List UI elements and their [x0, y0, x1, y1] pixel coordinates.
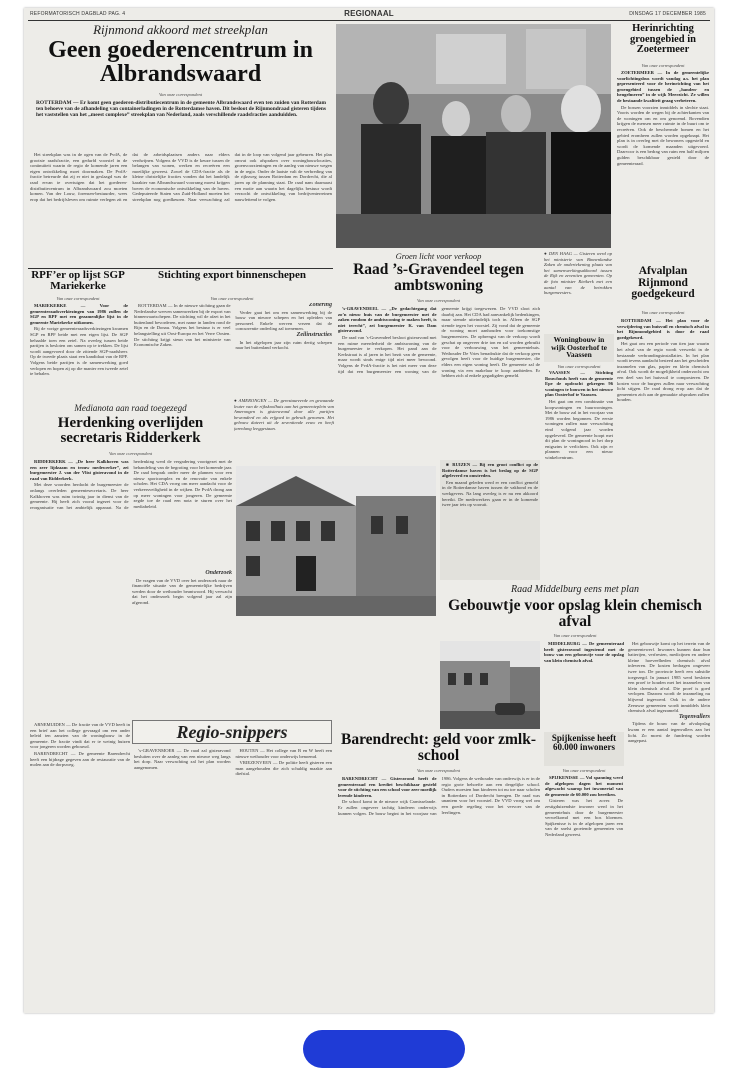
herdenking-subhead: Onderzoek [205, 570, 232, 576]
stichting-body [134, 303, 332, 395]
middelburg-correspondent: Van onze correspondent [553, 633, 597, 638]
afvalplan-lead: ROTTERDAM — Het plan voor de verwijdering van huisvuil en chemisch afval in het Rijnmondgebied is door de raad goedgekeurd. [617, 318, 709, 340]
spijkenisse-body [545, 775, 623, 995]
regio-snippers-title: Regio-snippers [176, 722, 288, 742]
building-photo-image [236, 466, 436, 616]
rpf-lead: MARIEKERKE — Voor de gemeenteraadsverkiezingen van 1986 zullen de SGP en RPF met een gezamenlijke lijst in de gemeente Mariekerke uitkomen. [30, 303, 128, 325]
stichting-subhead-1: Zonering [308, 303, 332, 308]
regio-item-3: HOUTEN — Het college van B en W heeft een nieuwe wethouder voor onderwijs benoemd. [235, 748, 332, 759]
regio-item-4: VRIEZENVEEN — De politie heeft gisteren een man aangehouden die zich schuldig maakte aan diefstal. [235, 760, 332, 777]
woningbouw-text: Het gaat om een combinatie van koopwoningen en huurwoningen. Met de bouw zal in het voorjaar van 1986 worden begonnen. De eerste woningen zullen naar verwachting eind volgend jaar worden opgeleverd. De gemeente hoopt met dit plan de woningnood in het dorp enigszins te verlichten. Ook zijn er plannen voor een nieuw winkelcentrum. [545, 398, 613, 460]
raad-correspondent: Van onze correspondent [416, 298, 461, 303]
regio-snippers-body [134, 748, 332, 998]
rpf-correspondent: Van onze correspondent [56, 296, 100, 301]
raad-kicker: Groen licht voor verkoop [395, 251, 482, 261]
raad-box-lead: ■ RUIZEN — Bij een groot conflict op de Rotterdamse haven is het beslag op de SGP afgeleverd en omstreden. [442, 462, 538, 479]
herinrichting-headline: Herinrichting groengebied in Zoetermeer [629, 23, 697, 56]
denhaag-caption: ● DEN HAAG — Gisteren werd op het ministerie van Binnenlandse Zaken de ondertekening plaats van het samenwerkingsakkoord tussen de Rijk en zeventien gemeenten. Op de foto minister Rietkerk met een aantal van de betrokken burgemeesters. [544, 251, 612, 296]
raad-lead: ’s-GRAVENDEEL — „De gedachtegang dat zo’n nieuw huis van de burgemeester met de zaken rondom de ambtswoning te maken heeft, is niet terecht”, zei burgemeester K. van Dam gisteravond. [338, 306, 437, 334]
raad-headline: Raad ’s-Gravendeel tegen ambtswoning [353, 261, 524, 294]
herdenking-text-2: De vragen van de VVD over het onderzoek naar de financiële situatie van de gemeentelijke bedrijven werden door de wethouder beantwoord. Hij verwacht dat het onderzoek begin volgend jaar zal zijn afgerond. [132, 577, 232, 605]
regio-item-1: BARENDRECHT — De gemeente Barendrecht heeft een bijdrage gegeven aan de restauratie van de molen aan de dorpsweg. [30, 750, 130, 768]
amerongen-caption: ● AMERONGEN — De gerestaureerde en gewaande leuter van de rijkskoolhuis aan het gemeenteplein van Amerongen is gisteravond door alle partijen bewonderd en als erfgoed in gebruik genomen. Het gebouw dateert uit de zeventiende eeuw en heeft jarenlang leeggestaan. [234, 398, 334, 431]
regio-item-0: ARNEMUIDEN — De fractie van de VVD heeft in een brief aan het college gevraagd om een ander beleid ten aanzien van de woningbouw in de gemeente. De fractie vindt dat er te weinig huizen voor jongeren worden gebouwd. [30, 722, 130, 750]
stichting-text-2: Verder gaat het om een samenwerking bij de bouw van nieuwe schepen en het opleiden van personeel. Enkele werven vrezen dat de concurrentie onderling zal toenemen. [235, 309, 332, 332]
stichting-subhead-2: Zeilinstructies [296, 331, 332, 338]
rpf-headline: RPF’er op lijst SGP Mariekerke [31, 269, 125, 293]
middelburg-text: Het gebouwtje komt op het terrein van de gemeentewerf. Inwoners kunnen daar hun batterijen, verfresten, medicijnen en andere kleine hoeveelheden chemisch afval inleveren. De kosten bedragen ongeveer twee ton. De provincie heeft een subsidie toegezegd. In januari 1985 werd besloten een proef te houden met het inzamelen van klein chemisch afval. Die proef is goed verlopen. Daarom wordt de inzameling nu blijvend ingevoerd. Ook in de andere Zeeuwse gemeenten wordt inmiddels klein chemisch afval ingezameld. [628, 641, 710, 714]
afvalplan-correspondent: Van onze correspondent [641, 310, 685, 315]
middelburg-headline: Gebouwtje voor opslag klein chemisch afval [448, 597, 702, 630]
arnemuiden-column [30, 722, 130, 1002]
middelburg-body-1 [544, 641, 624, 731]
barendrecht-body [338, 776, 540, 998]
rpf-text: Bij de vorige gemeenteraadsverkiezingen kwamen SGP en RPF beide met een eigen lijst. De SGP behaalde toen een zetel. Na overleg tussen beide partijen is besloten om samen op te trekken. De lijst wordt aangevoerd door de zittende SGP-raadsheer. Op de tweede plaats staat een kandidaat van de RPF. Volgens beide partijen is de samenwerking goed verlopen en hopen zij op die manier een tweede zetel te behalen. [30, 326, 128, 377]
afvalplan-body [617, 318, 709, 600]
barendrecht-correspondent: Van onze correspondent [416, 768, 461, 773]
stichting-correspondent: Van onze correspondent [210, 296, 254, 301]
stichting-headline: Stichting export binnenschepen [158, 269, 306, 281]
woningbouw-box [544, 334, 614, 362]
herdenking-correspondent: Van onze correspondent [108, 451, 153, 456]
herdenking-lead: RIDDERKERK — „De heer Kalkhoven was een zeer lijdzaam en trouw medewerker”, zei burgemeester J. van der Vlist gisteravond in de raad van Ridderkerk. [30, 459, 129, 481]
street-photo-image [440, 641, 540, 729]
herdenking-text: Met deze woorden herdacht de burgemeester de onlangs overleden gemeentesecretaris. De heer Kalkhoven was ruim twintig jaar in dienst van de gemeente. Hij heeft zich vooral ingezet voor de reorganisatie van het ambtelijk apparaat. Na de herdenking werd de vergadering voortgezet met de behandeling van de begroting voor het komende jaar. De raad besprak onder meer de plannen voor een nieuw sportcomplex en de renovatie van enkele scholen. Het CDA vroeg om meer aandacht voor de verkeersveiligheid in de wijken. De PvdA drong aan op meer woningen voor jongeren. De gemeente zegde toe de raad een nota te sturen over het mediabeleid. [30, 459, 232, 510]
regio-item-2: ’s-GRAVENMOER — De raad zal gisteravond besluiten over de aanleg van een nieuwe weg langs het dorp. Naar verwachting zal het plan worden aangenomen. [134, 748, 231, 770]
rijnmond-body-text: Het streekplan was in de ogen van de PvdA, de grootste raadsfractie, een gedurfd voorstel in de continuïteit waarin de regio de komende jaren een eigen ontwikkeling moet doormaken. De PvdA-fractie betreurde dat zij er niet in geslaagd was de raad ervan te overtuigen dat het goederen-distributiecentrum in Albrandswaard zou moeten komen. Van der Louw, forensen-bestuurder, wees erop dat het bedrijfsleven om ruimte verlegen zit en dat de arbeidsplaatsen anders naar elders verdwijnen. Volgens de VVD is de keuze tussen de belangen van wonen, werken en recreëren een moeilijke geweest. Zowel de CDA-fractie als de kleine christelijke fracties vonden dat het landelijk karakter van Albrandswaard voorrang moest krijgen boven de economische ontwikkeling van de haven. Gedeputeerde Staten van Zuid-Holland moeten het streekplan nog goedkeuren. Naar verwachting zal dat in de loop van volgend jaar gebeuren. Het plan omvat ook afspraken over woningbouwlocaties, groenvoorzieningen en de aanleg van nieuwe wegen in de regio. Onder de laatste valt de verbreding van de rijksweg tussen Rotterdam en Dordrecht, die al jaren op de planning staat. De raad nam daarnaast een motie aan waarin het dagelijks bestuur wordt verzocht de ontwikkeling van bedrijventerreinen nauwlettend te volgen. [30, 152, 332, 202]
woningbouw-body [545, 370, 613, 598]
regio-snippers-banner [132, 720, 332, 744]
barendrecht-text: De school komt in de nieuwe wijk Carnisselande. Er zullen ongeveer tachtig kinderen onderwijs kunnen volgen. De bouw begint in het voorjaar van 1986. Volgens de wethouder van onderwijs is er in de regio grote behoefte aan een dergelijke school. Ouders moesten hun kinderen tot nu toe naar scholen in Rotterdam of Dordrecht brengen. De raad was unaniem voor het voorstel. De VVD vroeg wel om een goede regeling voor het vervoer van de leerlingen. [338, 776, 540, 816]
herdenking-body-2 [132, 570, 232, 720]
herinrichting-body [617, 70, 709, 260]
spijkenisse-correspondent: Van onze correspondent [562, 768, 606, 773]
rijnmond-lead: ROTTERDAM — Er komt geen goederen-distributiecentrum in de gemeente Albrandswaard even ten zuiden van Rotterdam ten behoeve van de afhandeling van containerladingen in de Rotterdamse haven. Dit besloot de Rijnmondraad gisteren tijdens het vaststellen van het „meest complexe” streekplan van Nederland, zoals verschillende raadsfracties aanduidden. [36, 100, 326, 119]
barendrecht-lead: BARENDRECHT — Gisteravond heeft de gemeenteraad een krediet beschikbaar gesteld voor de stichting van een school voor zeer moeilijk lerende kinderen. [338, 776, 437, 798]
raad-box-text: Een maand geleden werd er een conflict gemeld in de Rotterdamse haven tussen de vakbond en de werkgevers. Na lang overleg is er nu een akkoord bereikt. De medewerkers gaan er in de komende twee jaar iets op vooruit. [442, 479, 538, 508]
masthead-date: DINSDAG 17 DECEMBER 1985 [629, 11, 706, 17]
woningbouw-lead: VAASSEN — Stichting Bouwfonds heeft van de gemeente Epe de opdracht gekregen 96 woningen te bouwen in het nieuwe plan Oosterhof te Vaassen. [545, 370, 613, 398]
herinrichting-text: De bossen voorzien inmiddels in slechte staat. Voorts worden de wegen bij de achterkanten van de woningen om en om genoemd. Bovendien krijgen de mensen meer ruimte in de buurt om te recreëren. Ook de beschermde bomen en het gebied eromheen zullen worden opgeknapt. Het plan is in overleg met de bewoners opgesteld en wordt de komende maanden uitgevoerd. Daarvoor is een bedrag van ruim een half miljoen gulden beschikbaar gesteld door de gemeenteraad. [617, 104, 709, 166]
herinrichting-correspondent: Van onze correspondent [641, 63, 685, 68]
spijkenisse-lead: SPIJKENISSE — Vol spanning werd de afgelopen dagen het moment afgewacht waarop het inwonertal van de gemeente de 60.000 zou bereiken. [545, 775, 623, 797]
rijnmond-kicker: Rijnmond akkoord met streekplan [93, 22, 268, 37]
masthead-rule [28, 20, 710, 21]
raad-body [338, 306, 540, 456]
masthead [24, 8, 714, 20]
middelburg-text-2: Tijdens de bouw van de afvalopslag kwam er een aantal tegenvallers aan het licht. Zo moest de fundering worden aangepast. [628, 721, 710, 744]
newspaper-page [24, 8, 714, 1013]
stichting-text-3: In het afgelopen jaar zijn ruim dertig schepen naar het buitenland verkocht. [235, 339, 332, 351]
raad-text: De raad van ’s-Gravendeel besloot gisteravond met een ruime meerderheid de ambtswoning van de burgemeester te verkopen. Het pand aan de Kerkstraat is al jaren in het bezit van de gemeente, maar wordt sinds enige tijd niet meer bewoond. Volgens de PvdA-fractie is het niet meer van deze tijd dat een burgemeester een woning van de gemeente krijgt toegewezen. De VVD sloot zich daarbij aan. Het CDA had aanvankelijk bedenkingen, maar stemde uiteindelijk toch in. Alleen de SGP stemde tegen het voorstel. Zij vond dat de gemeente de woning moet aanhouden voor toekomstige burgemeesters. De opbrengst van de verkoop wordt geschat op ongeveer drie ton en zal worden gebruikt voor de verbouwing van het gemeentehuis. Wethouder De Vries benadrukte dat de verkoop geen gevolgen heeft voor de huidige burgemeester, die elders een eigen woning heeft. De gemeente zal de woning via een makelaar te koop aanbieden. Er hebben zich al enkele gegadigden gemeld. [338, 306, 540, 379]
woningbouw-headline: Woningbouw in wijk Oosterhof te Vaassen [551, 335, 607, 360]
raad-box [440, 460, 540, 580]
rijnmond-correspondent: Van onze correspondent [158, 92, 203, 97]
herdenking-kicker: Medianota aan raad toegezegd [74, 403, 187, 413]
middelburg-kicker: Raad Middelburg eens met plan [511, 584, 639, 595]
building-photo [236, 466, 436, 616]
herdenking-headline: Herdenking overlijden secretaris Ridderkerk [57, 415, 204, 447]
barendrecht-headline: Barendrecht: geld voor zmlk-school [340, 731, 537, 764]
middelburg-body-2 [628, 641, 710, 981]
street-photo [440, 641, 540, 729]
stichting-text: ROTTERDAM — In de nieuwe stichting gaan de Nederlandse werven samenwerken bij de export van binnenvaartschepen. De stichting wil de afzet in het buitenland bevorderen, met name in landen rond de Rijn en de Donau. Volgens het bestuur is er veel belangstelling uit Oost-Europa en het Verre Oosten. De stichting krijgt steun van het ministerie van Economische Zaken. [134, 303, 231, 348]
spijkenisse-box [544, 732, 624, 766]
council-photo [336, 24, 611, 248]
middelburg-lead: MIDDELBURG — De gemeenteraad heeft gisteravond ingestemd met de bouw van een gebouwtje voor de opslag van klein chemisch afval. [544, 641, 624, 663]
middelburg-subhead: Tegenvallers [678, 713, 710, 720]
spijkenisse-headline: Spijkenisse heeft 60.000 inwoners [551, 733, 617, 753]
blue-smudge [303, 1030, 465, 1068]
afvalplan-text: Het gaat om een periode van tien jaar waarin het afval van de regio wordt verwerkt in de bestaande verbrandingsinstallaties. In het plan wordt tevens aandacht besteed aan het gescheiden inzamelen van glas, papier en klein chemisch afval. Ook wordt de mogelijkheid onderzocht om een deel van het huisvuil te composteren. De kosten voor de burgers zullen naar verwachting licht stijgen. De raad drong erop aan dat de gemeenten zich aan de gemaakte afspraken zullen houden. [617, 341, 709, 403]
masthead-section: REGIONAAL [344, 9, 394, 18]
afvalplan-headline: Afvalplan Rijnmond goedgekeurd [631, 265, 695, 301]
rpf-body [30, 303, 128, 395]
masthead-left: REFORMATORISCH DAGBLAD PAG. 4 [30, 11, 126, 17]
herdenking-body [30, 459, 232, 569]
spijkenisse-text: Gisteren was het zover. De zestigduizendste inwoner werd in het gemeentehuis door de burgemeester verwelkomd met een bos bloemen. Spijkenisse is in de afgelopen jaren een van de snelst groeiende gemeenten van Nederland geweest. [545, 798, 623, 837]
rijnmond-headline: Geen goederencentrum in Albrandswaard [48, 37, 313, 88]
herinrichting-lead: ZOETERMEER — In de gemeentelijke voorlichtingsbus wordt vandag a.s. het plan gepresenteerd voor de herinrichting van het groengebied tussen de „handen- en hengelmeren” in de wijk Meerzicht. Ze willen de bestaande kwaliteit graag verbeteren. [617, 70, 709, 103]
council-photo-image [336, 24, 611, 248]
rijnmond-body [30, 152, 332, 266]
woningbouw-correspondent: Van onze correspondent [557, 364, 601, 369]
